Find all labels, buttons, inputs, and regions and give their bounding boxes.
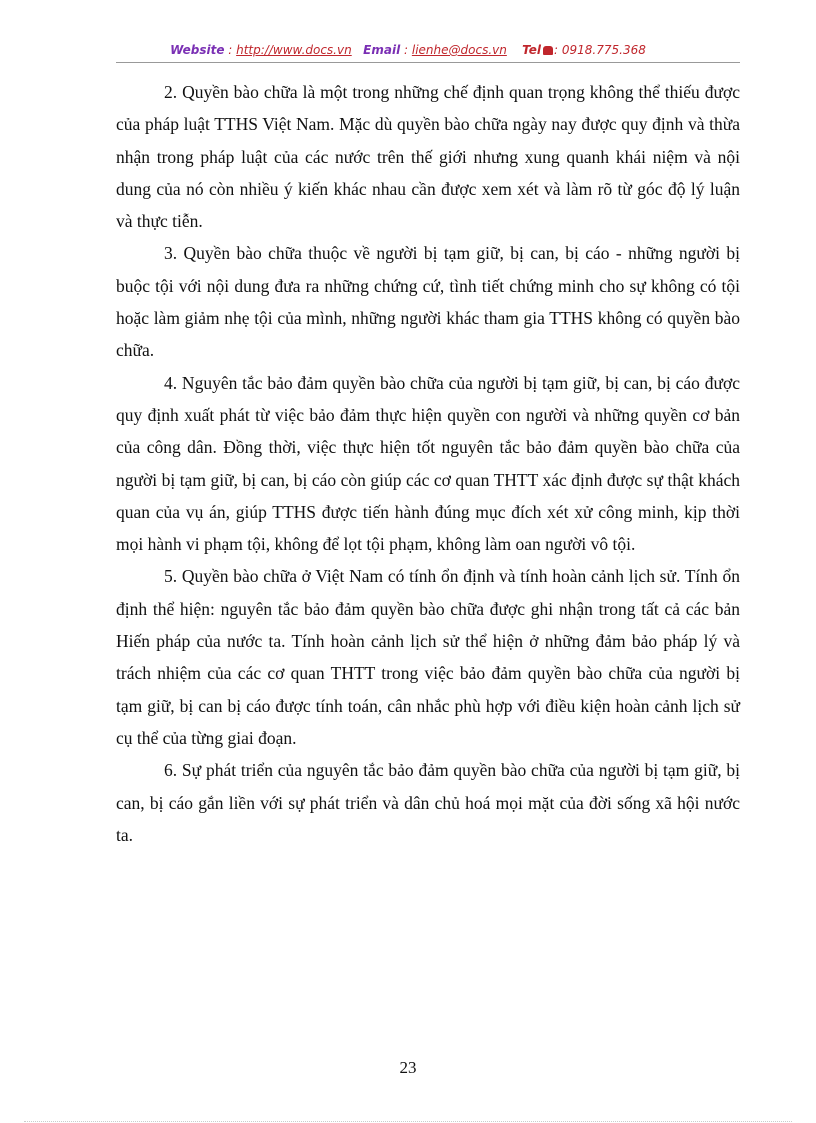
website-label: Website	[170, 43, 225, 57]
page-bottom-border	[24, 1121, 792, 1122]
paragraph-2: 2. Quyền bào chữa là một trong những chế định quan trọng không thể thiếu được của pháp luật TTHS Việt Nam. Mặc dù quyền bào chữa ngày nay được quy định và thừa nhận trong pháp luật của các nước trên thế giới nhưng xung quanh khái niệm và nội dung của nó còn nhiều ý kiến khác nhau cần được xem xét và làm rõ từ góc độ lý luận và thực tiễn.	[116, 82, 740, 232]
paragraph-3: 3. Quyền bào chữa thuộc về người bị tạm giữ, bị can, bị cáo - những người bị buộc tội với nội dung đưa ra những chứng cứ, tình tiết chứng minh cho sự không có tội hoặc làm giảm nhẹ tội của mình, những người khác tham gia TTHS không có quyền bào chữa.	[116, 243, 740, 361]
website-link[interactable]: http://www.docs.vn	[236, 43, 352, 57]
header-divider	[116, 62, 740, 63]
tel-separator: :	[554, 43, 562, 57]
page-header	[0, 42, 816, 58]
email-separator: :	[400, 43, 412, 57]
website-separator: :	[224, 43, 237, 57]
telephone-icon	[543, 46, 553, 55]
email-label: Email	[363, 43, 401, 57]
paragraph-5: 5. Quyền bào chữa ở Việt Nam có tính ổn định và tính hoàn cảnh lịch sử. Tính ổn định thể hiện: nguyên tắc bảo đảm quyền bào chữa được ghi nhận trong tất cả các bản Hiến pháp của nước ta. Tính hoàn cảnh lịch sử thể hiện ở những đảm bảo pháp lý và trách nhiệm của các cơ quan THTT trong việc bảo đảm quyền bào chữa của người bị tạm giữ, bị can bị cáo được tính toán, cân nhắc phù hợp với điều kiện hoàn cảnh lịch sử cụ thể của từng giai đoạn.	[116, 566, 740, 748]
paragraph-6: 6. Sự phát triển của nguyên tắc bảo đảm quyền bào chữa của người bị tạm giữ, bị can, bị cáo gắn liền với sự phát triển và dân chủ hoá mọi mặt của đời sống xã hội nước ta.	[116, 760, 740, 845]
paragraph-4: 4. Nguyên tắc bảo đảm quyền bào chữa của người bị tạm giữ, bị can, bị cáo được quy định xuất phát từ việc bảo đảm thực hiện quyền con người và những quyền cơ bản của công dân. Đồng thời, việc thực hiện tốt nguyên tắc bảo đảm quyền bào chữa của người bị tạm giữ, bị can, bị cáo còn giúp các cơ quan THTT xác định được sự thật khách quan của vụ án, giúp TTHS được tiến hành đúng mục đích xét xử công minh, kịp thời mọi hành vi phạm tội, không để lọt tội phạm, không làm oan người vô tội.	[116, 372, 740, 555]
email-link[interactable]: lienhe@docs.vn	[411, 43, 507, 57]
page-number: 23	[399, 1058, 417, 1077]
tel-label: Tel	[522, 43, 542, 57]
document-body	[116, 76, 740, 851]
tel-number: 0918.775.368	[561, 43, 646, 57]
